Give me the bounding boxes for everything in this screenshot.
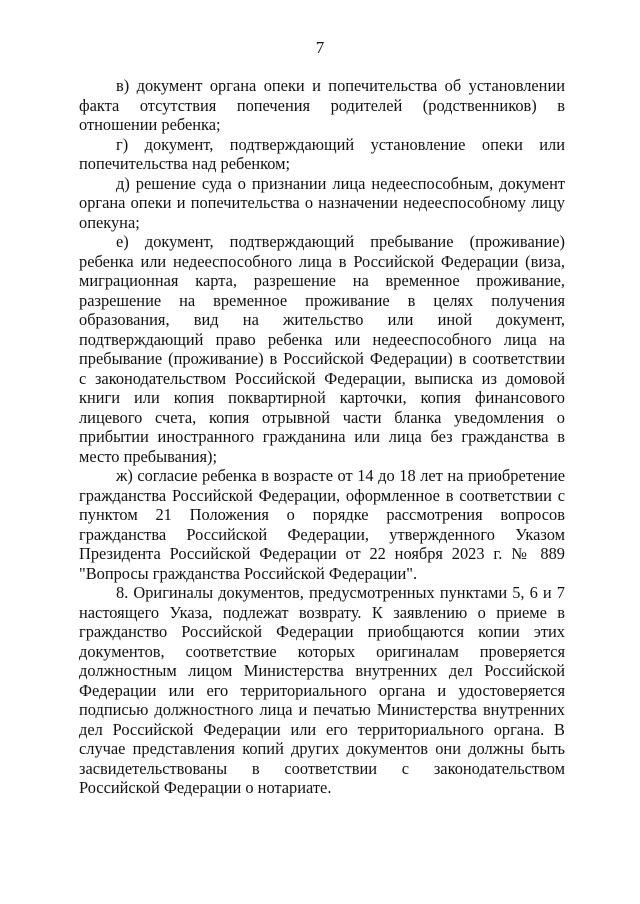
- paragraph-v: в) документ органа опеки и попечительства об установлении факта отсутствия попечения родителей (родственников) в отношении ребенка;: [79, 76, 565, 134]
- page-number: 7: [315, 38, 325, 57]
- paragraph-8: 8. Оригиналы документов, предусмотренных пунктами 5, 6 и 7 настоящего Указа, подлежат возврату. К заявлению о приеме в гражданство Российской Федерации приобщаются копии этих документов, соответствие которых оригиналам проверяется должностным лицом Министерства внутренних дел Российской Федерации или его территориального органа и удостоверяется подписью должностного лица и печатью Министерства внутренних дел Российской Федерации или его территориального органа. В случае представления копий других документов они должны быть засвидетельствованы в соответствии с законодательством Российской Федерации о нотариате.: [79, 583, 565, 797]
- paragraph-g: г) документ, подтверждающий установление опеки или попечительства над ребенком;: [79, 134, 565, 173]
- paragraph-zh: ж) согласие ребенка в возрасте от 14 до 18 лет на приобретение гражданства Российской Федерации, оформленное в соответствии с пунктом 21 Положения о порядке рассмотрения вопросов гражданства Российской Федерации, утвержденного Указом Президента Российской Федерации от 22 ноября 2023 г. № 889 "Вопросы гражданства Российской Федерации".: [79, 466, 565, 583]
- paragraph-d: д) решение суда о признании лица недееспособным, документ органа опеки и попечительства о назначении недееспособному лицу опекуна;: [79, 173, 565, 232]
- document-body: [79, 76, 565, 798]
- paragraph-e: е) документ, подтверждающий пребывание (проживание) ребенка или недееспособного лица в Российской Федерации (виза, миграционная карта, разрешение на временное проживание, разрешение на временное проживание в целях получения образования, вид на жительство или иной документ, подтверждающий право ребенка или недееспособного лица на пребывание (проживание) в Российской Федерации) в соответствии с законодательством Российской Федерации, выписка из домовой книги или копия поквартирной карточки, копия финансового лицевого счета, копия отрывной части бланка уведомления о прибытии иностранного гражданина или лица без гражданства в место пребывания);: [79, 232, 565, 466]
